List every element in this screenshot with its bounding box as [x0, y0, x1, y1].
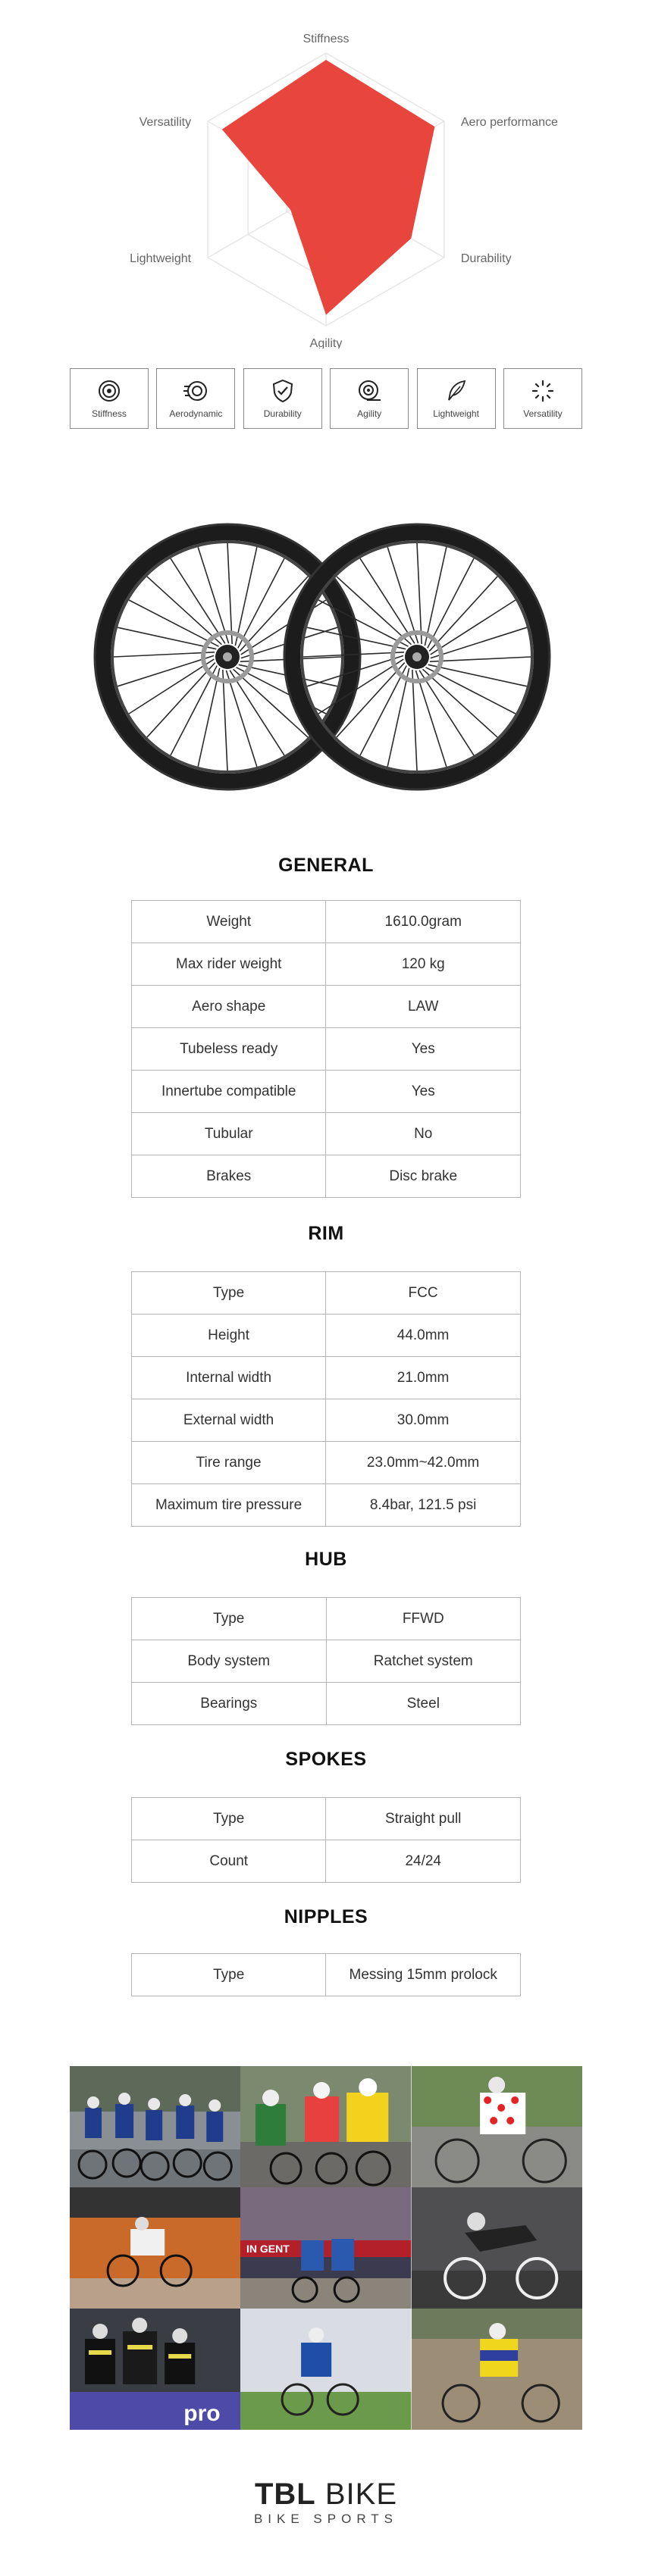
spoke — [198, 547, 228, 643]
section-title-spokes: SPOKES — [285, 1749, 367, 1770]
spec-value: Straight pull — [326, 1798, 521, 1840]
spec-label: Type — [132, 1598, 327, 1640]
spoke — [387, 547, 418, 643]
spec-value: 30.0mm — [326, 1399, 521, 1442]
spec-label: Bearings — [132, 1683, 327, 1725]
table-row — [132, 1028, 521, 1071]
radar-axis-label: Versatility — [139, 116, 192, 129]
lightweight-feather-icon — [444, 378, 469, 404]
brand-tagline: BIKE SPORTS — [253, 2512, 399, 2526]
spoke — [428, 664, 527, 686]
photo-polka-dot-rider — [412, 2066, 582, 2187]
spoke — [118, 627, 216, 649]
spec-value: 8.4bar, 121.5 psi — [326, 1484, 521, 1527]
spoke — [417, 543, 422, 644]
spec-table-spokes — [131, 1797, 521, 1883]
spec-label: Tubeless ready — [132, 1028, 326, 1071]
spoke — [171, 558, 225, 643]
spec-label: External width — [132, 1399, 326, 1442]
spec-label: Brakes — [132, 1155, 326, 1198]
feature-label: Aerodynamic — [169, 408, 223, 419]
section-title-hub: HUB — [305, 1549, 347, 1570]
photo-cobble-crowd — [240, 2187, 411, 2309]
section-title-general: GENERAL — [278, 855, 374, 876]
feature-durability — [243, 368, 322, 429]
spec-label: Count — [132, 1840, 326, 1883]
spec-label: Tubular — [132, 1113, 326, 1155]
brand-logo — [0, 2478, 652, 2527]
photo-track-race — [70, 2187, 240, 2309]
spec-value: FFWD — [326, 1598, 520, 1640]
radar-axis-label: Aero performance — [460, 116, 558, 129]
spoke — [129, 659, 214, 714]
feature-label: Lightweight — [433, 408, 479, 419]
section-title-rim: RIM — [308, 1223, 344, 1244]
spec-value: 23.0mm~42.0mm — [326, 1442, 521, 1484]
spoke — [223, 670, 227, 771]
spec-label: Internal width — [132, 1357, 326, 1399]
table-row — [132, 901, 521, 943]
spec-label: Innertube compatible — [132, 1071, 326, 1113]
table-row — [132, 1357, 521, 1399]
spec-label: Body system — [132, 1640, 327, 1683]
spec-table-hub — [131, 1597, 521, 1725]
spoke — [431, 627, 527, 658]
spoke — [226, 671, 256, 767]
durability-shield-icon — [270, 378, 296, 404]
feature-lightweight — [417, 368, 496, 429]
spec-label: Height — [132, 1315, 326, 1357]
table-row — [132, 1640, 521, 1683]
photo-yellow-jersey — [240, 2066, 411, 2187]
spoke — [227, 543, 232, 644]
table-row — [132, 1272, 521, 1315]
spec-value: 21.0mm — [326, 1357, 521, 1399]
spec-value: 24/24 — [326, 1840, 521, 1883]
spoke — [425, 547, 446, 646]
table-row — [132, 1484, 521, 1527]
spoke — [419, 671, 474, 755]
wheelset-image — [83, 502, 569, 805]
versatility-icon — [530, 378, 556, 404]
spec-value: Yes — [326, 1028, 521, 1071]
spec-value: No — [326, 1113, 521, 1155]
spec-value: Messing 15mm prolock — [326, 1954, 521, 1996]
spoke — [230, 671, 284, 755]
photo-peloton — [70, 2066, 240, 2187]
aerodynamic-icon — [183, 378, 208, 404]
agility-icon — [356, 378, 382, 404]
photo-team-sprint — [70, 2309, 240, 2430]
feature-icons-row — [70, 368, 582, 429]
radar-axis-label: Lightweight — [130, 252, 192, 265]
spoke — [114, 652, 215, 657]
feature-label: Stiffness — [92, 408, 127, 419]
table-row — [132, 986, 521, 1028]
table-row — [132, 1683, 521, 1725]
brand-wordmark: TBL BIKE — [254, 2478, 398, 2511]
spoke — [360, 558, 415, 643]
pro-riders-photo-grid — [70, 2066, 582, 2430]
banner-text: IN GENT — [246, 2243, 290, 2255]
spec-value: 1610.0gram — [326, 901, 521, 943]
table-row — [132, 1155, 521, 1198]
spec-table-rim — [131, 1271, 521, 1527]
table-row — [132, 1113, 521, 1155]
spoke — [318, 659, 403, 714]
table-row — [132, 1399, 521, 1442]
feature-stiffness — [70, 368, 149, 429]
feature-agility — [330, 368, 409, 429]
photo-time-trial — [412, 2187, 582, 2309]
spoke — [430, 657, 531, 661]
spoke — [118, 655, 214, 686]
spoke — [387, 668, 409, 767]
feature-label: Durability — [263, 408, 302, 419]
radar-axis-label: Stiffness — [302, 33, 350, 45]
feature-label: Agility — [357, 408, 382, 419]
spec-label: Aero shape — [132, 986, 326, 1028]
feature-label: Versatility — [523, 408, 563, 419]
spec-value: 44.0mm — [326, 1315, 521, 1357]
radar-value-shape — [222, 60, 435, 315]
banner-text: pro — [183, 2401, 221, 2426]
table-row — [132, 1840, 521, 1883]
spec-label: Tire range — [132, 1442, 326, 1484]
stiffness-icon — [96, 378, 122, 404]
rear-wheel-image — [284, 524, 550, 789]
radar-axis-label: Durability — [460, 252, 512, 265]
spec-label: Type — [132, 1272, 326, 1315]
spec-label: Type — [132, 1798, 326, 1840]
spec-label: Type — [132, 1954, 326, 1996]
table-row — [132, 1315, 521, 1357]
table-row — [132, 943, 521, 986]
table-row — [132, 1442, 521, 1484]
feature-versatility — [503, 368, 582, 429]
spoke — [198, 668, 219, 767]
spec-value: Ratchet system — [326, 1640, 520, 1683]
photo-cobble-climb — [412, 2309, 582, 2430]
spec-value: Steel — [326, 1683, 520, 1725]
spoke — [431, 600, 516, 655]
radar-axis-label: Agility — [309, 337, 343, 349]
radar-chart — [0, 0, 652, 349]
spec-label: Max rider weight — [132, 943, 326, 986]
spoke — [412, 670, 417, 771]
spec-value: LAW — [326, 986, 521, 1028]
table-row — [132, 1954, 521, 1996]
spec-value: Yes — [326, 1071, 521, 1113]
spec-value: FCC — [326, 1272, 521, 1315]
spoke — [415, 671, 446, 767]
spec-table-nipples — [131, 1953, 521, 1996]
front-wheel-image — [95, 524, 360, 789]
section-title-nipples: NIPPLES — [284, 1906, 368, 1927]
spec-value: Disc brake — [326, 1155, 521, 1198]
spec-table-general — [131, 900, 521, 1198]
spec-value: 120 kg — [326, 943, 521, 986]
spec-label: Maximum tire pressure — [132, 1484, 326, 1527]
table-row — [132, 1598, 521, 1640]
spoke — [235, 547, 256, 646]
spec-label: Weight — [132, 901, 326, 943]
photo-gravel-road — [240, 2309, 411, 2430]
feature-aerodynamic — [156, 368, 235, 429]
table-row — [132, 1071, 521, 1113]
table-row — [132, 1798, 521, 1840]
